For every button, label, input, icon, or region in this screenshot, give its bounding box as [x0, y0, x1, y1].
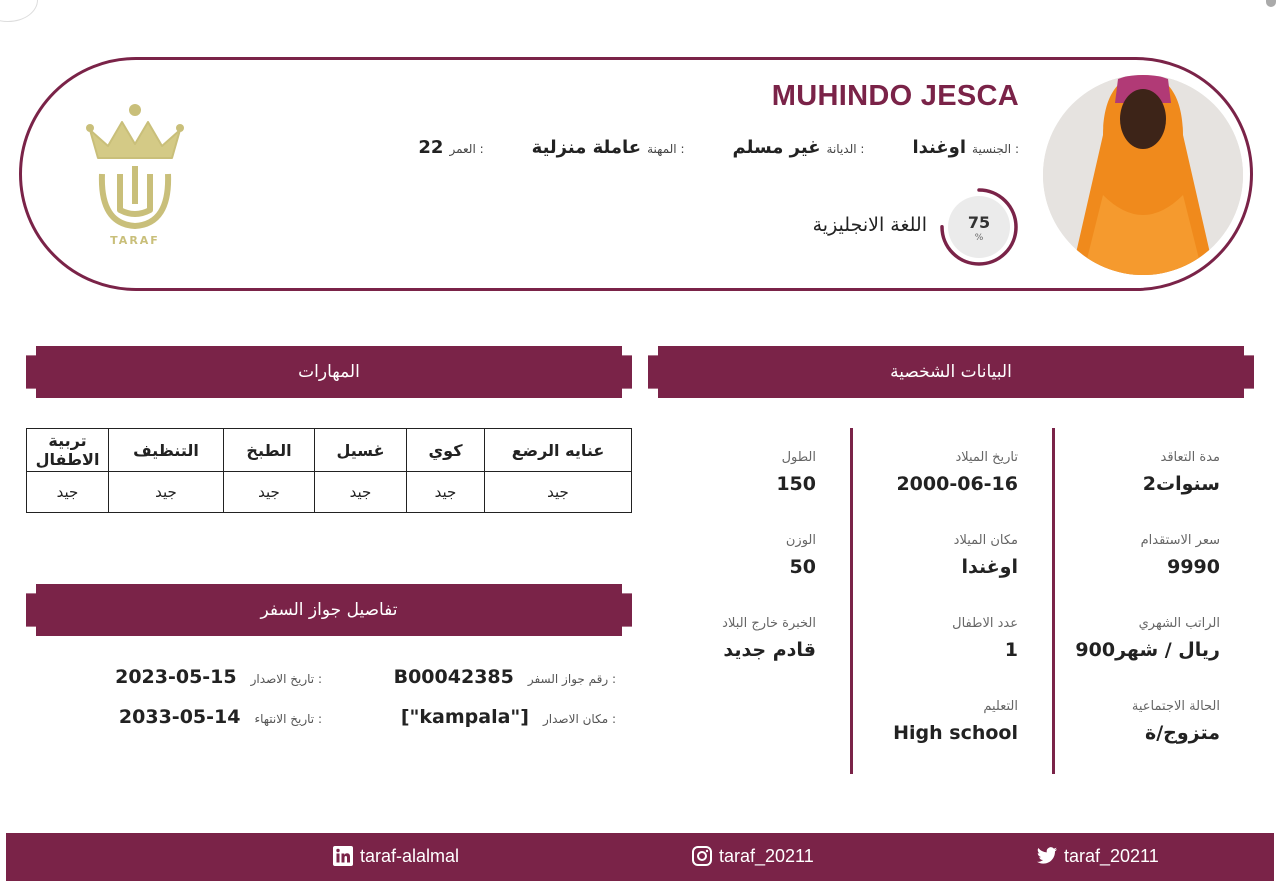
logo-text: TARAF [110, 234, 160, 247]
linkedin-link[interactable] [332, 845, 459, 867]
religion-value: غير مسلم [732, 137, 821, 158]
job-label: المهنة : [647, 142, 685, 156]
height-value: 150 [776, 473, 816, 495]
skills-value-row [27, 472, 632, 513]
issue-date-label: تاريخ الاصدار : [250, 672, 322, 686]
passport-number-value: B00042385 [393, 666, 514, 688]
expiry-value: 2033-05-14 [118, 706, 241, 728]
english-label: اللغة الانجليزية [812, 214, 927, 236]
experience-item [722, 616, 816, 661]
birth-place-label: مكان الميلاد [953, 533, 1018, 548]
salary-item [1075, 616, 1220, 661]
contract-item [1143, 450, 1220, 495]
worker-name: MUHINDO JESCA [771, 80, 1019, 112]
contract-value: 2سنوات [1142, 473, 1220, 495]
english-level-gauge [938, 186, 1020, 268]
linkedin-icon [332, 845, 354, 867]
issue-place-value: ["kampala"] [400, 706, 529, 728]
religion-label: الديانة : [826, 142, 865, 156]
skill-washing-header: غسيل [315, 429, 407, 472]
contract-label: مدة التعاقد [1160, 450, 1220, 465]
skill-cooking-header: الطبخ [224, 429, 315, 472]
passport-banner [26, 584, 632, 636]
weight-label: الوزن [785, 533, 816, 548]
skill-childcare-value: جيد [27, 472, 109, 513]
skill-cleaning-value: جيد [109, 472, 224, 513]
birth-place-value: اوغندا [961, 556, 1018, 578]
children-value: 1 [1004, 639, 1018, 661]
age-fact [418, 137, 483, 158]
children-item [952, 616, 1018, 661]
skill-washing-value: جيد [315, 472, 407, 513]
personal-data-title: البيانات الشخصية [890, 362, 1012, 382]
twitter-link[interactable] [1036, 845, 1159, 867]
birth-date-label: تاريخ الميلاد [955, 450, 1018, 465]
issue-date-value: 2023-05-15 [115, 666, 237, 688]
skill-cooking-value: جيد [224, 472, 315, 513]
corner-decoration [0, 0, 38, 22]
birth-date-item [896, 450, 1018, 495]
twitter-icon [1036, 845, 1058, 867]
height-label: الطول [781, 450, 816, 465]
passport-number-item [394, 666, 616, 688]
salary-value: 900ريال / شهر [1075, 639, 1220, 661]
taraf-logo [80, 100, 190, 250]
job-fact [532, 137, 685, 158]
nationality-label: الجنسية : [972, 142, 1019, 156]
recruit-price-item [1141, 533, 1220, 578]
skills-table [26, 428, 632, 513]
age-label: العمر : [449, 142, 484, 156]
basic-facts [418, 137, 1019, 158]
issue-place-item [401, 706, 616, 728]
job-value: عاملة منزلية [531, 137, 642, 158]
birth-place-item [954, 533, 1018, 578]
skills-header-row [27, 429, 632, 472]
skills-banner [26, 346, 632, 398]
children-label: عدد الاطفال [952, 616, 1018, 631]
instagram-link[interactable] [691, 845, 814, 867]
marital-value: متزوج/ة [1145, 722, 1220, 744]
experience-value: قادم جديد [723, 639, 816, 661]
skill-cleaning-header: التنظيف [109, 429, 224, 472]
expiry-item [119, 706, 322, 728]
recruit-price-value: 9990 [1167, 556, 1220, 578]
footer-bar [6, 833, 1274, 881]
passport-number-label: رقم جواز السفر : [527, 672, 616, 686]
birth-date-value: 2000-06-16 [896, 473, 1018, 495]
expiry-label: تاريخ الانتهاء : [254, 712, 322, 726]
education-value: High school [893, 722, 1018, 744]
column-divider [1052, 428, 1055, 774]
issue-date-item [115, 666, 322, 688]
religion-fact [732, 137, 864, 158]
experience-label: الخبرة خارج البلاد [722, 616, 816, 631]
personal-data-banner [648, 346, 1254, 398]
marital-item [1132, 699, 1220, 744]
salary-label: الراتب الشهري [1138, 616, 1220, 631]
recruit-price-label: سعر الاستقدام [1140, 533, 1220, 548]
english-level-value: 75 [967, 213, 991, 232]
issue-place-label: مكان الاصدار : [543, 712, 616, 726]
skill-childcare-header: تربية الاطفال [27, 429, 109, 472]
scroll-indicator[interactable] [1266, 0, 1276, 7]
skill-ironing-value: جيد [407, 472, 485, 513]
skill-ironing-header: كوي [407, 429, 485, 472]
weight-value: 50 [789, 556, 816, 578]
education-label: التعليم [983, 699, 1018, 714]
percent-sign: % [974, 233, 984, 243]
skill-infant-care-value: جيد [485, 472, 632, 513]
height-item [776, 450, 816, 495]
weight-item [786, 533, 816, 578]
instagram-icon [691, 845, 713, 867]
linkedin-handle: taraf-alalmal [360, 845, 460, 866]
education-item [893, 699, 1018, 744]
skill-infant-care-header: عنايه الرضع [485, 429, 632, 472]
worker-photo [1043, 75, 1243, 275]
nationality-fact [912, 137, 1019, 158]
passport-title: تفاصيل جواز السفر [260, 600, 398, 620]
nationality-value: اوغندا [912, 137, 967, 158]
column-divider [850, 428, 853, 774]
twitter-handle: taraf_20211 [1064, 845, 1159, 866]
age-value: 22 [418, 137, 444, 158]
instagram-handle: taraf_20211 [719, 845, 814, 866]
skills-title: المهارات [298, 362, 360, 382]
marital-label: الحالة الاجتماعية [1131, 699, 1220, 714]
